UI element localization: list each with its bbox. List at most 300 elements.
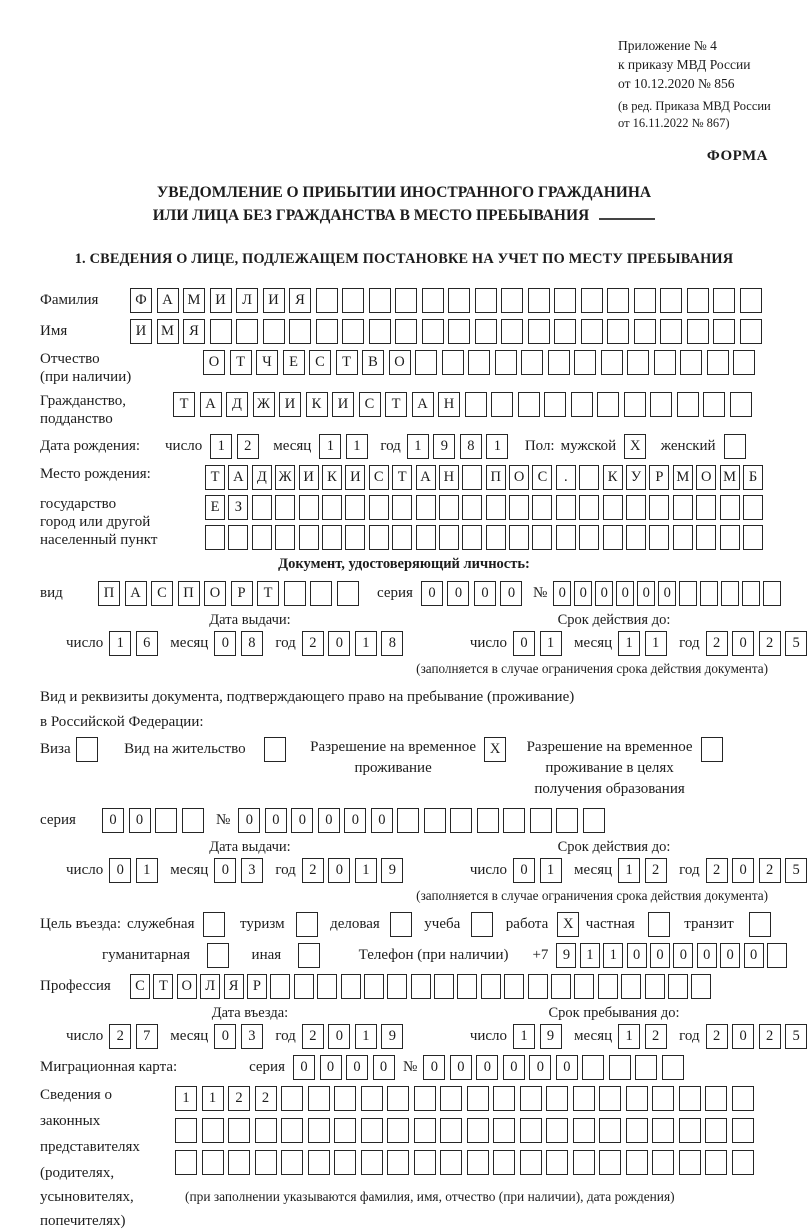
char-cell[interactable] bbox=[503, 808, 525, 833]
char-cell[interactable]: 5 bbox=[785, 858, 807, 883]
char-cell[interactable]: С bbox=[151, 581, 173, 606]
char-cell[interactable] bbox=[364, 974, 384, 999]
char-cell[interactable]: 0 bbox=[214, 858, 236, 883]
char-cell[interactable]: 9 bbox=[433, 434, 455, 459]
char-cell[interactable]: 0 bbox=[574, 581, 592, 606]
char-cell[interactable] bbox=[573, 1086, 595, 1111]
char-cell[interactable]: 0 bbox=[673, 943, 693, 968]
char-cell[interactable] bbox=[345, 525, 365, 550]
char-cell[interactable] bbox=[732, 1150, 754, 1175]
char-cell[interactable]: 0 bbox=[697, 943, 717, 968]
char-cell[interactable]: 0 bbox=[447, 581, 469, 606]
char-cell[interactable] bbox=[627, 350, 649, 375]
char-cell[interactable] bbox=[668, 974, 688, 999]
char-cell[interactable]: 5 bbox=[785, 1024, 807, 1049]
char-cell[interactable] bbox=[581, 319, 603, 344]
char-cell[interactable] bbox=[579, 525, 599, 550]
char-cell[interactable] bbox=[493, 1086, 515, 1111]
char-cell[interactable]: 0 bbox=[102, 808, 124, 833]
char-cell[interactable] bbox=[281, 1118, 303, 1143]
char-cell[interactable]: М bbox=[673, 465, 693, 490]
char-cell[interactable] bbox=[532, 495, 552, 520]
char-cell[interactable] bbox=[696, 495, 716, 520]
char-cell[interactable] bbox=[603, 525, 623, 550]
char-cell[interactable]: 0 bbox=[328, 1024, 350, 1049]
char-cell[interactable] bbox=[415, 350, 437, 375]
purpose-private-checkbox[interactable] bbox=[648, 912, 670, 937]
char-cell[interactable] bbox=[703, 392, 725, 417]
char-cell[interactable] bbox=[294, 974, 314, 999]
char-cell[interactable]: А bbox=[125, 581, 147, 606]
char-cell[interactable]: 1 bbox=[210, 434, 232, 459]
char-cell[interactable] bbox=[465, 392, 487, 417]
sex-female-checkbox[interactable] bbox=[724, 434, 746, 459]
purpose-other-checkbox[interactable] bbox=[298, 943, 320, 968]
char-cell[interactable]: И bbox=[130, 319, 152, 344]
char-cell[interactable] bbox=[579, 495, 599, 520]
char-cell[interactable] bbox=[334, 1150, 356, 1175]
char-cell[interactable]: К bbox=[603, 465, 623, 490]
char-cell[interactable]: 0 bbox=[556, 1055, 578, 1080]
char-cell[interactable] bbox=[680, 350, 702, 375]
char-cell[interactable] bbox=[317, 974, 337, 999]
char-cell[interactable] bbox=[416, 525, 436, 550]
char-cell[interactable]: 9 bbox=[540, 1024, 562, 1049]
char-cell[interactable]: 1 bbox=[202, 1086, 224, 1111]
char-cell[interactable] bbox=[720, 525, 740, 550]
char-cell[interactable] bbox=[528, 319, 550, 344]
char-cell[interactable]: 5 bbox=[785, 631, 807, 656]
char-cell[interactable]: 0 bbox=[513, 631, 535, 656]
char-cell[interactable] bbox=[652, 1150, 674, 1175]
residence-permit-checkbox[interactable] bbox=[264, 737, 286, 762]
char-cell[interactable]: С bbox=[532, 465, 552, 490]
char-cell[interactable]: З bbox=[228, 495, 248, 520]
char-cell[interactable] bbox=[700, 581, 718, 606]
char-cell[interactable] bbox=[284, 581, 306, 606]
char-cell[interactable] bbox=[414, 1086, 436, 1111]
char-cell[interactable]: 0 bbox=[214, 631, 236, 656]
char-cell[interactable] bbox=[574, 350, 596, 375]
char-cell[interactable]: Ф bbox=[130, 288, 152, 313]
char-cell[interactable] bbox=[679, 581, 697, 606]
char-cell[interactable]: 0 bbox=[476, 1055, 498, 1080]
char-cell[interactable] bbox=[677, 392, 699, 417]
char-cell[interactable]: Т bbox=[230, 350, 252, 375]
char-cell[interactable]: Я bbox=[224, 974, 244, 999]
char-cell[interactable] bbox=[434, 974, 454, 999]
char-cell[interactable] bbox=[202, 1118, 224, 1143]
char-cell[interactable]: 2 bbox=[706, 1024, 728, 1049]
char-cell[interactable]: 0 bbox=[650, 943, 670, 968]
char-cell[interactable]: 0 bbox=[720, 943, 740, 968]
char-cell[interactable] bbox=[322, 525, 342, 550]
char-cell[interactable]: Я bbox=[289, 288, 311, 313]
char-cell[interactable]: 2 bbox=[302, 1024, 324, 1049]
char-cell[interactable] bbox=[397, 808, 419, 833]
char-cell[interactable] bbox=[687, 319, 709, 344]
char-cell[interactable] bbox=[597, 392, 619, 417]
char-cell[interactable]: 1 bbox=[355, 631, 377, 656]
char-cell[interactable] bbox=[308, 1086, 330, 1111]
char-cell[interactable] bbox=[493, 1118, 515, 1143]
char-cell[interactable]: Р bbox=[649, 465, 669, 490]
sex-male-checkbox[interactable]: X bbox=[624, 434, 646, 459]
char-cell[interactable]: 0 bbox=[500, 581, 522, 606]
char-cell[interactable] bbox=[528, 288, 550, 313]
char-cell[interactable]: 2 bbox=[228, 1086, 250, 1111]
char-cell[interactable]: 0 bbox=[328, 858, 350, 883]
char-cell[interactable]: М bbox=[183, 288, 205, 313]
char-cell[interactable] bbox=[650, 392, 672, 417]
char-cell[interactable]: 1 bbox=[618, 631, 640, 656]
char-cell[interactable]: И bbox=[299, 465, 319, 490]
char-cell[interactable] bbox=[334, 1118, 356, 1143]
char-cell[interactable] bbox=[679, 1150, 701, 1175]
char-cell[interactable] bbox=[467, 1118, 489, 1143]
char-cell[interactable]: 0 bbox=[318, 808, 340, 833]
char-cell[interactable]: Т bbox=[153, 974, 173, 999]
char-cell[interactable]: И bbox=[263, 288, 285, 313]
char-cell[interactable] bbox=[720, 495, 740, 520]
char-cell[interactable] bbox=[546, 1086, 568, 1111]
char-cell[interactable] bbox=[493, 1150, 515, 1175]
char-cell[interactable]: О bbox=[389, 350, 411, 375]
char-cell[interactable] bbox=[599, 1150, 621, 1175]
char-cell[interactable]: 0 bbox=[346, 1055, 368, 1080]
char-cell[interactable] bbox=[369, 319, 391, 344]
char-cell[interactable] bbox=[740, 319, 762, 344]
char-cell[interactable] bbox=[486, 495, 506, 520]
char-cell[interactable]: 1 bbox=[486, 434, 508, 459]
char-cell[interactable] bbox=[322, 495, 342, 520]
char-cell[interactable] bbox=[411, 974, 431, 999]
char-cell[interactable]: Ч bbox=[256, 350, 278, 375]
purpose-business-checkbox[interactable] bbox=[203, 912, 225, 937]
char-cell[interactable]: 0 bbox=[373, 1055, 395, 1080]
char-cell[interactable] bbox=[743, 495, 763, 520]
char-cell[interactable]: 0 bbox=[595, 581, 613, 606]
char-cell[interactable] bbox=[182, 808, 204, 833]
char-cell[interactable]: 1 bbox=[618, 858, 640, 883]
char-cell[interactable] bbox=[634, 319, 656, 344]
char-cell[interactable]: Д bbox=[252, 465, 272, 490]
char-cell[interactable] bbox=[495, 350, 517, 375]
char-cell[interactable] bbox=[573, 1150, 595, 1175]
temporary-permit-checkbox[interactable]: X bbox=[484, 737, 506, 762]
char-cell[interactable] bbox=[342, 288, 364, 313]
char-cell[interactable]: 0 bbox=[553, 581, 571, 606]
char-cell[interactable] bbox=[414, 1150, 436, 1175]
char-cell[interactable]: Д bbox=[226, 392, 248, 417]
char-cell[interactable] bbox=[556, 808, 578, 833]
char-cell[interactable]: 1 bbox=[407, 434, 429, 459]
char-cell[interactable]: 2 bbox=[759, 858, 781, 883]
char-cell[interactable]: 0 bbox=[744, 943, 764, 968]
char-cell[interactable] bbox=[252, 525, 272, 550]
char-cell[interactable] bbox=[369, 495, 389, 520]
char-cell[interactable] bbox=[691, 974, 711, 999]
purpose-commercial-checkbox[interactable] bbox=[390, 912, 412, 937]
char-cell[interactable]: 0 bbox=[293, 1055, 315, 1080]
char-cell[interactable]: 2 bbox=[302, 858, 324, 883]
char-cell[interactable]: 1 bbox=[603, 943, 623, 968]
char-cell[interactable]: 2 bbox=[645, 1024, 667, 1049]
char-cell[interactable] bbox=[660, 288, 682, 313]
char-cell[interactable] bbox=[228, 1118, 250, 1143]
char-cell[interactable] bbox=[654, 350, 676, 375]
char-cell[interactable] bbox=[544, 392, 566, 417]
char-cell[interactable] bbox=[467, 1150, 489, 1175]
char-cell[interactable]: Л bbox=[200, 974, 220, 999]
char-cell[interactable] bbox=[175, 1118, 197, 1143]
char-cell[interactable]: 1 bbox=[355, 858, 377, 883]
char-cell[interactable] bbox=[530, 808, 552, 833]
char-cell[interactable] bbox=[607, 288, 629, 313]
char-cell[interactable] bbox=[599, 1118, 621, 1143]
char-cell[interactable] bbox=[422, 319, 444, 344]
char-cell[interactable]: Е bbox=[283, 350, 305, 375]
char-cell[interactable] bbox=[520, 1118, 542, 1143]
char-cell[interactable] bbox=[462, 525, 482, 550]
char-cell[interactable] bbox=[369, 288, 391, 313]
char-cell[interactable] bbox=[228, 525, 248, 550]
char-cell[interactable] bbox=[551, 974, 571, 999]
char-cell[interactable] bbox=[660, 319, 682, 344]
char-cell[interactable] bbox=[448, 319, 470, 344]
char-cell[interactable] bbox=[583, 808, 605, 833]
char-cell[interactable] bbox=[155, 808, 177, 833]
char-cell[interactable] bbox=[649, 495, 669, 520]
char-cell[interactable] bbox=[281, 1150, 303, 1175]
char-cell[interactable] bbox=[467, 1086, 489, 1111]
char-cell[interactable]: 8 bbox=[460, 434, 482, 459]
char-cell[interactable] bbox=[521, 350, 543, 375]
char-cell[interactable] bbox=[392, 495, 412, 520]
char-cell[interactable]: 9 bbox=[381, 858, 403, 883]
char-cell[interactable] bbox=[442, 350, 464, 375]
char-cell[interactable]: 0 bbox=[344, 808, 366, 833]
char-cell[interactable] bbox=[275, 495, 295, 520]
char-cell[interactable]: 0 bbox=[328, 631, 350, 656]
char-cell[interactable]: 2 bbox=[109, 1024, 131, 1049]
char-cell[interactable] bbox=[439, 525, 459, 550]
char-cell[interactable]: О bbox=[203, 350, 225, 375]
purpose-work-checkbox[interactable]: X bbox=[557, 912, 579, 937]
char-cell[interactable] bbox=[721, 581, 739, 606]
char-cell[interactable]: 0 bbox=[238, 808, 260, 833]
char-cell[interactable] bbox=[310, 581, 332, 606]
char-cell[interactable] bbox=[205, 525, 225, 550]
char-cell[interactable]: 1 bbox=[540, 858, 562, 883]
char-cell[interactable]: А bbox=[200, 392, 222, 417]
char-cell[interactable]: 0 bbox=[627, 943, 647, 968]
char-cell[interactable]: 2 bbox=[706, 858, 728, 883]
char-cell[interactable]: А bbox=[416, 465, 436, 490]
char-cell[interactable] bbox=[491, 392, 513, 417]
char-cell[interactable]: А bbox=[412, 392, 434, 417]
char-cell[interactable] bbox=[673, 525, 693, 550]
char-cell[interactable] bbox=[652, 1118, 674, 1143]
char-cell[interactable] bbox=[763, 581, 781, 606]
char-cell[interactable]: В bbox=[362, 350, 384, 375]
char-cell[interactable] bbox=[546, 1150, 568, 1175]
char-cell[interactable] bbox=[599, 1086, 621, 1111]
char-cell[interactable] bbox=[740, 288, 762, 313]
char-cell[interactable] bbox=[448, 288, 470, 313]
char-cell[interactable]: 0 bbox=[503, 1055, 525, 1080]
char-cell[interactable] bbox=[554, 319, 576, 344]
char-cell[interactable]: 1 bbox=[540, 631, 562, 656]
char-cell[interactable] bbox=[609, 1055, 631, 1080]
char-cell[interactable] bbox=[475, 319, 497, 344]
char-cell[interactable] bbox=[462, 465, 482, 490]
char-cell[interactable] bbox=[486, 525, 506, 550]
char-cell[interactable]: 0 bbox=[129, 808, 151, 833]
char-cell[interactable]: 0 bbox=[637, 581, 655, 606]
char-cell[interactable]: . bbox=[556, 465, 576, 490]
char-cell[interactable] bbox=[713, 288, 735, 313]
char-cell[interactable]: 8 bbox=[241, 631, 263, 656]
char-cell[interactable] bbox=[361, 1118, 383, 1143]
char-cell[interactable] bbox=[546, 1118, 568, 1143]
char-cell[interactable] bbox=[649, 525, 669, 550]
char-cell[interactable]: И bbox=[279, 392, 301, 417]
char-cell[interactable] bbox=[299, 495, 319, 520]
char-cell[interactable]: Т bbox=[257, 581, 279, 606]
char-cell[interactable] bbox=[767, 943, 787, 968]
char-cell[interactable]: Р bbox=[247, 974, 267, 999]
char-cell[interactable]: И bbox=[210, 288, 232, 313]
char-cell[interactable]: 2 bbox=[759, 1024, 781, 1049]
char-cell[interactable] bbox=[509, 525, 529, 550]
char-cell[interactable]: М bbox=[157, 319, 179, 344]
char-cell[interactable] bbox=[679, 1118, 701, 1143]
char-cell[interactable] bbox=[518, 392, 540, 417]
char-cell[interactable]: 0 bbox=[450, 1055, 472, 1080]
char-cell[interactable] bbox=[742, 581, 760, 606]
char-cell[interactable]: П bbox=[98, 581, 120, 606]
char-cell[interactable] bbox=[705, 1150, 727, 1175]
char-cell[interactable]: 1 bbox=[319, 434, 341, 459]
char-cell[interactable]: Р bbox=[231, 581, 253, 606]
char-cell[interactable]: 3 bbox=[241, 1024, 263, 1049]
char-cell[interactable] bbox=[556, 525, 576, 550]
char-cell[interactable]: С bbox=[309, 350, 331, 375]
char-cell[interactable]: К bbox=[322, 465, 342, 490]
char-cell[interactable]: 2 bbox=[302, 631, 324, 656]
char-cell[interactable] bbox=[275, 525, 295, 550]
char-cell[interactable] bbox=[308, 1118, 330, 1143]
char-cell[interactable] bbox=[345, 495, 365, 520]
char-cell[interactable] bbox=[440, 1086, 462, 1111]
char-cell[interactable] bbox=[342, 319, 364, 344]
char-cell[interactable]: 0 bbox=[371, 808, 393, 833]
char-cell[interactable] bbox=[662, 1055, 684, 1080]
char-cell[interactable]: 2 bbox=[645, 858, 667, 883]
char-cell[interactable]: 1 bbox=[136, 858, 158, 883]
char-cell[interactable] bbox=[424, 808, 446, 833]
char-cell[interactable]: К bbox=[306, 392, 328, 417]
char-cell[interactable]: Т bbox=[336, 350, 358, 375]
char-cell[interactable] bbox=[579, 465, 599, 490]
char-cell[interactable] bbox=[481, 974, 501, 999]
char-cell[interactable] bbox=[504, 974, 524, 999]
char-cell[interactable] bbox=[554, 288, 576, 313]
char-cell[interactable] bbox=[509, 495, 529, 520]
char-cell[interactable]: О bbox=[177, 974, 197, 999]
char-cell[interactable] bbox=[440, 1150, 462, 1175]
char-cell[interactable] bbox=[361, 1086, 383, 1111]
char-cell[interactable] bbox=[634, 288, 656, 313]
char-cell[interactable]: П bbox=[486, 465, 506, 490]
char-cell[interactable] bbox=[705, 1086, 727, 1111]
char-cell[interactable]: 0 bbox=[658, 581, 676, 606]
char-cell[interactable]: 7 bbox=[136, 1024, 158, 1049]
char-cell[interactable]: 0 bbox=[529, 1055, 551, 1080]
char-cell[interactable]: Н bbox=[438, 392, 460, 417]
char-cell[interactable] bbox=[645, 974, 665, 999]
purpose-study-checkbox[interactable] bbox=[471, 912, 493, 937]
char-cell[interactable]: С bbox=[130, 974, 150, 999]
char-cell[interactable]: Т bbox=[205, 465, 225, 490]
char-cell[interactable]: 2 bbox=[237, 434, 259, 459]
char-cell[interactable]: 0 bbox=[732, 858, 754, 883]
char-cell[interactable] bbox=[624, 392, 646, 417]
char-cell[interactable] bbox=[462, 495, 482, 520]
char-cell[interactable] bbox=[626, 1118, 648, 1143]
char-cell[interactable]: У bbox=[626, 465, 646, 490]
char-cell[interactable]: 2 bbox=[759, 631, 781, 656]
char-cell[interactable]: 6 bbox=[136, 631, 158, 656]
char-cell[interactable] bbox=[416, 495, 436, 520]
char-cell[interactable]: О bbox=[204, 581, 226, 606]
char-cell[interactable] bbox=[598, 974, 618, 999]
char-cell[interactable]: 1 bbox=[346, 434, 368, 459]
char-cell[interactable] bbox=[228, 1150, 250, 1175]
char-cell[interactable] bbox=[175, 1150, 197, 1175]
char-cell[interactable]: 0 bbox=[474, 581, 496, 606]
char-cell[interactable] bbox=[289, 319, 311, 344]
char-cell[interactable] bbox=[548, 350, 570, 375]
char-cell[interactable] bbox=[387, 974, 407, 999]
char-cell[interactable] bbox=[263, 319, 285, 344]
char-cell[interactable]: 3 bbox=[241, 858, 263, 883]
char-cell[interactable]: Т bbox=[392, 465, 412, 490]
char-cell[interactable]: 1 bbox=[175, 1086, 197, 1111]
char-cell[interactable] bbox=[252, 495, 272, 520]
char-cell[interactable]: 0 bbox=[320, 1055, 342, 1080]
char-cell[interactable] bbox=[687, 288, 709, 313]
char-cell[interactable]: 0 bbox=[421, 581, 443, 606]
char-cell[interactable] bbox=[477, 808, 499, 833]
char-cell[interactable] bbox=[603, 495, 623, 520]
char-cell[interactable] bbox=[308, 1150, 330, 1175]
char-cell[interactable]: 1 bbox=[355, 1024, 377, 1049]
char-cell[interactable] bbox=[607, 319, 629, 344]
char-cell[interactable]: 0 bbox=[513, 858, 535, 883]
char-cell[interactable]: Ж bbox=[253, 392, 275, 417]
char-cell[interactable]: 1 bbox=[109, 631, 131, 656]
char-cell[interactable] bbox=[341, 974, 361, 999]
char-cell[interactable]: 1 bbox=[580, 943, 600, 968]
char-cell[interactable]: 8 bbox=[381, 631, 403, 656]
char-cell[interactable] bbox=[520, 1086, 542, 1111]
char-cell[interactable] bbox=[626, 525, 646, 550]
char-cell[interactable] bbox=[439, 495, 459, 520]
char-cell[interactable] bbox=[528, 974, 548, 999]
char-cell[interactable]: 0 bbox=[616, 581, 634, 606]
